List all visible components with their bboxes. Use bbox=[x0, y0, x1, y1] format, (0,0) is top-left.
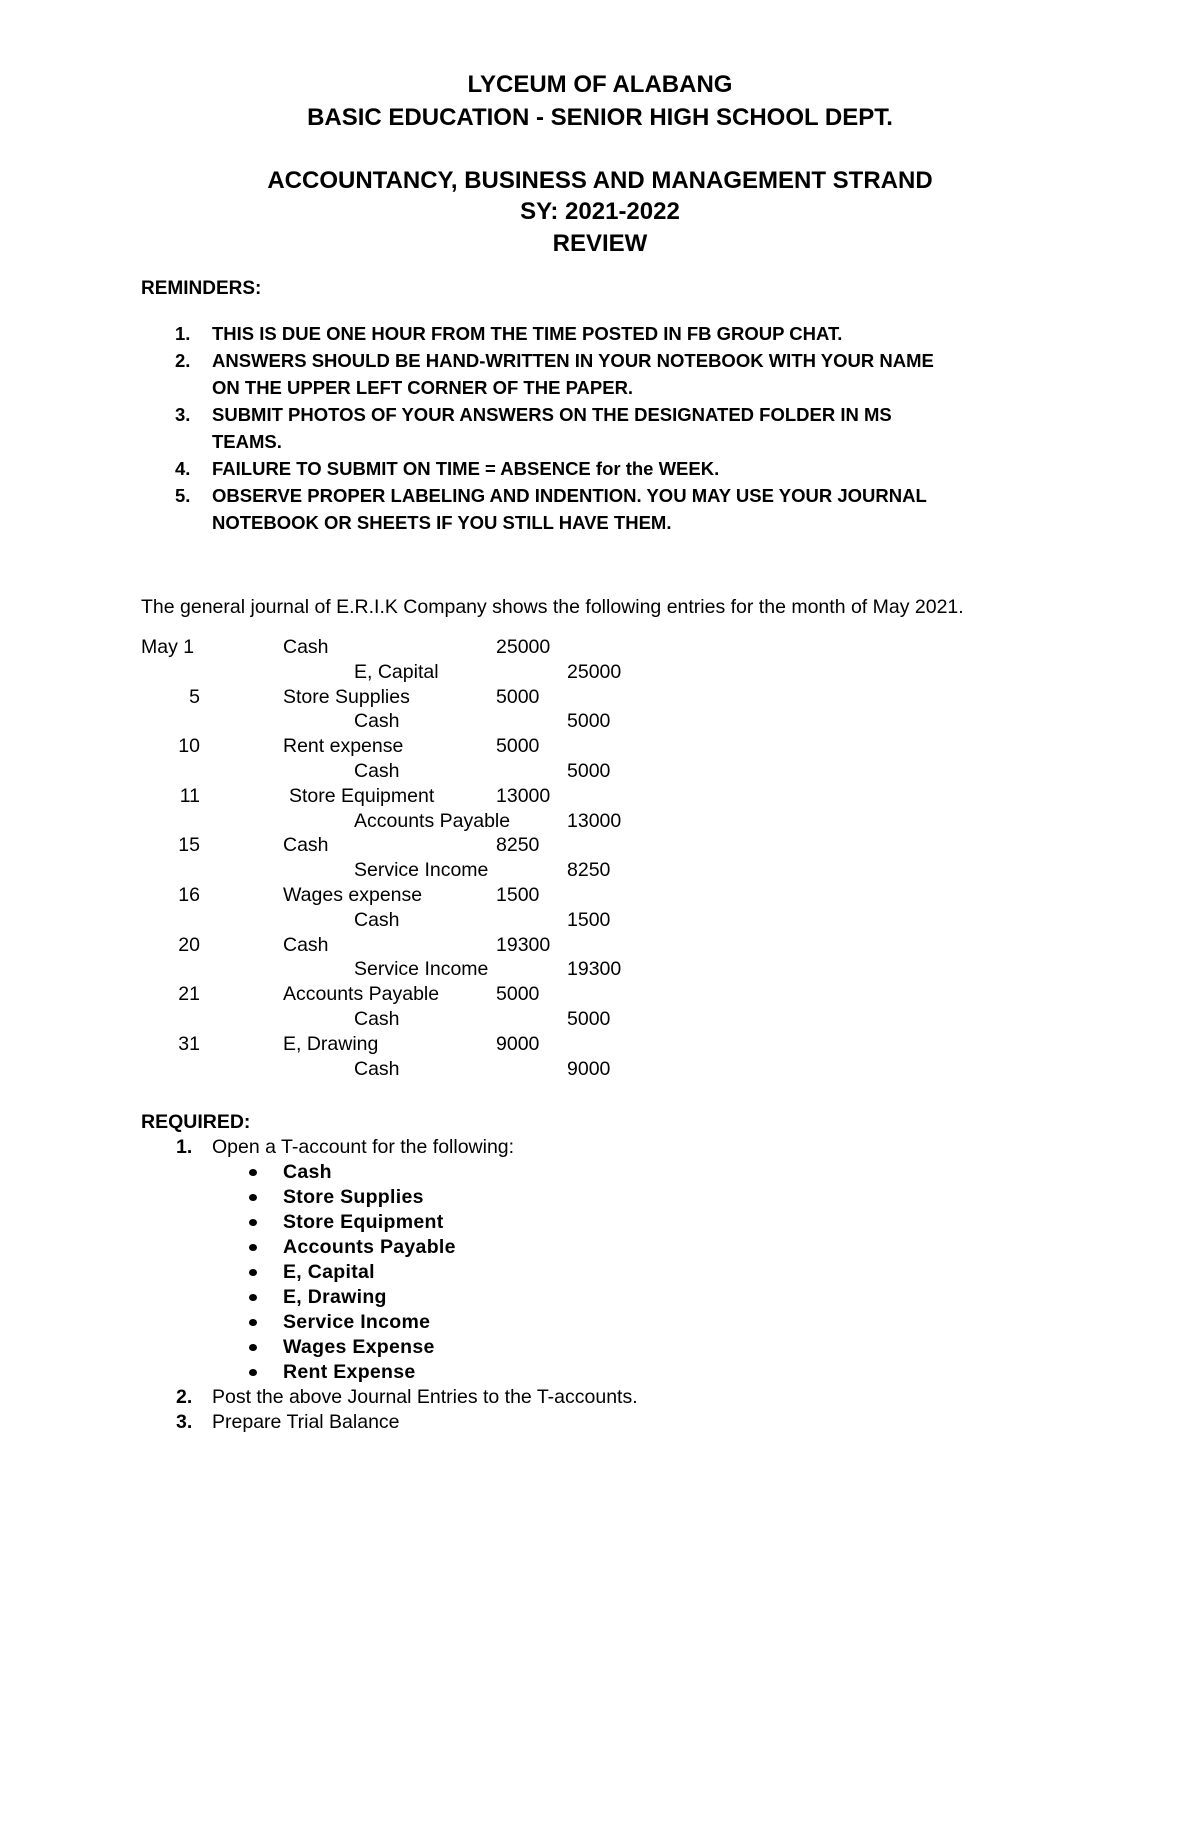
credit-account: Service Income bbox=[354, 859, 489, 881]
account-name: Wages Expense bbox=[283, 1336, 435, 1358]
debit-account: Store Equipment bbox=[289, 785, 435, 807]
journal-intro: The general journal of E.R.I.K Company shows the following entries for the month of May 2021. bbox=[141, 596, 964, 618]
credit-amount: 5000 bbox=[567, 760, 611, 782]
journal-date: May 1 bbox=[141, 636, 195, 658]
debit-amount: 25000 bbox=[496, 636, 551, 658]
reminder-item bbox=[141, 347, 1071, 401]
credit-amount: 9000 bbox=[567, 1058, 611, 1080]
bullet-icon bbox=[249, 1344, 257, 1351]
account-name: Service Income bbox=[283, 1311, 431, 1333]
required-label: REQUIRED: bbox=[141, 1111, 251, 1133]
reminder-number: 4. bbox=[175, 458, 191, 479]
reminder-item bbox=[141, 320, 1071, 347]
required-number: 3. bbox=[176, 1411, 193, 1433]
reminder-item bbox=[141, 482, 1071, 536]
debit-amount: 5000 bbox=[496, 983, 540, 1005]
reminders-label: REMINDERS: bbox=[141, 278, 262, 299]
journal-date: 15 bbox=[178, 834, 200, 856]
credit-amount: 5000 bbox=[567, 710, 611, 732]
reminder-text: OBSERVE PROPER LABELING AND INDENTION. YOU MAY USE YOUR JOURNAL bbox=[212, 485, 927, 506]
reminders-list bbox=[141, 320, 1071, 536]
credit-account: Service Income bbox=[354, 958, 489, 980]
required-text: Open a T-account for the following: bbox=[212, 1136, 515, 1158]
debit-account: Store Supplies bbox=[283, 686, 410, 708]
bullet-icon bbox=[249, 1244, 257, 1251]
journal-date: 16 bbox=[178, 884, 200, 906]
credit-account: E, Capital bbox=[354, 661, 439, 683]
school-name: LYCEUM OF ALABANG bbox=[467, 71, 733, 98]
credit-account: Accounts Payable bbox=[354, 810, 511, 832]
reminder-text: THIS IS DUE ONE HOUR FROM THE TIME POSTED IN FB GROUP CHAT. bbox=[212, 323, 843, 344]
account-name: Accounts Payable bbox=[283, 1236, 456, 1258]
school-year: SY: 2021-2022 bbox=[520, 198, 680, 225]
credit-amount: 8250 bbox=[567, 859, 611, 881]
required-number: 2. bbox=[176, 1386, 193, 1408]
reminder-number: 3. bbox=[175, 404, 191, 425]
debit-account: Cash bbox=[283, 636, 329, 658]
account-name: Store Supplies bbox=[283, 1186, 424, 1208]
bullet-icon bbox=[249, 1369, 257, 1376]
credit-amount: 25000 bbox=[567, 661, 622, 683]
journal-date: 20 bbox=[178, 934, 200, 956]
page-title: REVIEW bbox=[552, 230, 648, 257]
bullet-icon bbox=[249, 1294, 257, 1301]
reminder-text: TEAMS. bbox=[212, 431, 282, 452]
required-text: Prepare Trial Balance bbox=[212, 1411, 400, 1433]
department-name: BASIC EDUCATION - SENIOR HIGH SCHOOL DEPT. bbox=[307, 104, 893, 131]
reminder-item bbox=[141, 401, 1071, 455]
reminder-text: NOTEBOOK OR SHEETS IF YOU STILL HAVE THEM. bbox=[212, 512, 672, 533]
reminder-number: 1. bbox=[175, 323, 191, 344]
debit-account: Cash bbox=[283, 834, 329, 856]
general-journal bbox=[0, 635, 1200, 1085]
debit-amount: 5000 bbox=[496, 735, 540, 757]
journal-date: 31 bbox=[178, 1033, 200, 1055]
reminder-text: ON THE UPPER LEFT CORNER OF THE PAPER. bbox=[212, 377, 634, 398]
bullet-icon bbox=[249, 1219, 257, 1226]
strand-name: ACCOUNTANCY, BUSINESS AND MANAGEMENT STRAND bbox=[267, 167, 933, 194]
credit-account: Cash bbox=[354, 909, 400, 931]
bullet-icon bbox=[249, 1194, 257, 1201]
credit-amount: 19300 bbox=[567, 958, 622, 980]
credit-account: Cash bbox=[354, 1058, 400, 1080]
reminder-number: 2. bbox=[175, 350, 191, 371]
debit-account: Rent expense bbox=[283, 735, 404, 757]
debit-amount: 13000 bbox=[496, 785, 551, 807]
debit-account: Accounts Payable bbox=[283, 983, 440, 1005]
debit-account: E, Drawing bbox=[283, 1033, 379, 1055]
credit-account: Cash bbox=[354, 710, 400, 732]
debit-amount: 5000 bbox=[496, 686, 540, 708]
debit-amount: 8250 bbox=[496, 834, 540, 856]
journal-date: 10 bbox=[178, 735, 200, 757]
reminder-text: FAILURE TO SUBMIT ON TIME = ABSENCE for the WEEK. bbox=[212, 458, 720, 479]
bullet-icon bbox=[249, 1269, 257, 1276]
credit-amount: 1500 bbox=[567, 909, 611, 931]
reminder-text: SUBMIT PHOTOS OF YOUR ANSWERS ON THE DESIGNATED FOLDER IN MS bbox=[212, 404, 892, 425]
debit-amount: 19300 bbox=[496, 934, 551, 956]
reminder-number: 5. bbox=[175, 485, 191, 506]
credit-amount: 5000 bbox=[567, 1008, 611, 1030]
debit-account: Cash bbox=[283, 934, 329, 956]
bullet-icon bbox=[249, 1169, 257, 1176]
debit-amount: 1500 bbox=[496, 884, 540, 906]
reminder-text: ANSWERS SHOULD BE HAND-WRITTEN IN YOUR NOTEBOOK WITH YOUR NAME bbox=[212, 350, 934, 371]
account-name: Cash bbox=[283, 1161, 332, 1183]
journal-date: 5 bbox=[189, 686, 200, 708]
required-number: 1. bbox=[176, 1136, 193, 1158]
account-name: Rent Expense bbox=[283, 1361, 416, 1383]
journal-date: 21 bbox=[178, 983, 200, 1005]
bullet-icon bbox=[249, 1319, 257, 1326]
credit-account: Cash bbox=[354, 760, 400, 782]
credit-account: Cash bbox=[354, 1008, 400, 1030]
debit-account: Wages expense bbox=[283, 884, 423, 906]
credit-amount: 13000 bbox=[567, 810, 622, 832]
journal-date: 11 bbox=[179, 785, 200, 807]
account-name: Store Equipment bbox=[283, 1211, 444, 1233]
account-name: E, Drawing bbox=[283, 1286, 387, 1308]
reminder-item bbox=[141, 455, 1071, 482]
required-text: Post the above Journal Entries to the T-accounts. bbox=[212, 1386, 638, 1408]
account-name: E, Capital bbox=[283, 1261, 375, 1283]
debit-amount: 9000 bbox=[496, 1033, 540, 1055]
